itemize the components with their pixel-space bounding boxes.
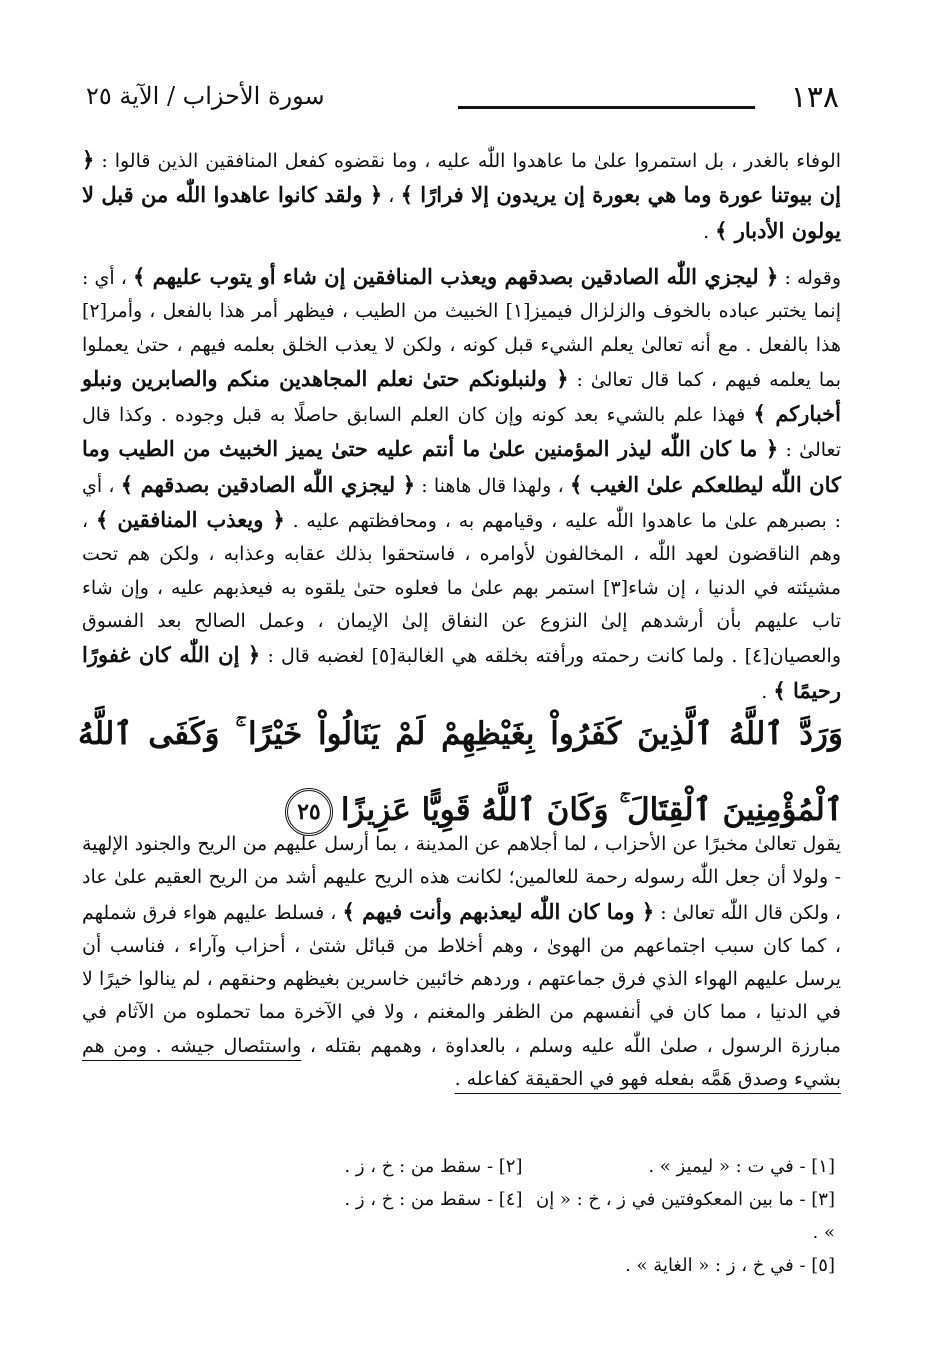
text-span: الوفاء بالغدر ، بل استمروا علىٰ ما عاهدوا اللّٰه عليه ، وما نقضوه كفعل المنافقين الذين قالوا : — [94, 150, 841, 172]
text-span: ، — [382, 185, 401, 208]
text-span: ، ولهذا قال هاهنا : — [415, 474, 570, 497]
footnote-3: [٣] - ما بين المعكوفتين في ز ، خ : « إن » . — [535, 1189, 835, 1243]
ayah-number-marker: ٢٥ — [285, 788, 333, 836]
quran-quote: ﴿ وما كان اللّٰه ليعذبهم وأنت فيهم ﴾ — [342, 898, 655, 924]
quran-quote: ﴿ ولنبلونكم حتىٰ نعلم المجاهدين منكم والصابرين ونبلو أخباركم ﴾ — [82, 365, 841, 427]
header-rule — [458, 106, 755, 109]
footnote-5: [٥] - في خ ، ز : « الغاية » . — [625, 1255, 835, 1276]
paragraph-3 — [82, 828, 841, 1096]
quran-quote: ﴿ إن بيوتنا عورة وما هي بعورة إن يريدون إلا فرارًا ﴾ — [82, 147, 841, 208]
text-span: يقول تعالىٰ مخبرًا عن الأحزاب ، لما أجلاهم عن المدينة ، بما أرسل عليهم من الريح والجنود الإلهية - ولولا أن جعل اللّٰه رسوله رحمة للعالمين؛ لكانت هذه الريح عليهم أشد من الريح العقيم علىٰ عاد ، ولكن قال اللّٰه تعالىٰ : — [82, 833, 842, 924]
page-number: ١٣٨ — [790, 80, 839, 115]
text-span: ، وهم الناقضون لعهد اللّٰه ، المخالفون لأوامره ، فاستحقوا بذلك عقابه وعذابه ، ولكن هم تحت مشيئته في الدنيا ، إن شاء[٣] استمر بهم علىٰ ما فعلوه حتىٰ يلقوه به فيعذبهم عليه ، وإن شاء تاب عليهم بأن أرشدهم إلىٰ النزوع عن النفاق إلىٰ الإيمان ، وعمل الصالح بعد الفسوق والعصيان[٤] . ولما كانت رحمته ورأفته بخلقه هي الغالبة[٥] لغضبه قال : — [82, 510, 842, 668]
text-span: ، فسلط عليهم هواء فرق شملهم ، كما كان سبب اجتماعهم من الهوىٰ ، وهم أخلاط من قبائل شتىٰ ، أحزاب وآراء ، فناسب أن يرسل عليهم الهواء الذي فرق جماعتهم ، وردهم خائبين خاسرين بغيظهم وحنقهم ، لم ينالوا خيرًا لا في الدنيا ، مما كان في أنفسهم من الظفر والمغنم ، ولا في الآخرة مما تحملوه من الآثام في مبارزة الرسول ، صلىٰ اللّٰه عليه وسلم ، بالعداوة ، وهمهم بقتله ، — [82, 901, 841, 1057]
footnote-row — [210, 1249, 835, 1282]
underlined-text: واستئصال جيشه . ومن هم بشيء وصدق هَمَّه بفعله فهو في الحقيقة كفاعله . — [82, 1034, 841, 1091]
quran-verse — [78, 696, 843, 848]
footnote-row — [210, 1183, 835, 1249]
text-span: فهذا علم بالشيء بعد كونه وإن كان العلم السابق حاصلًا به قبل وجوده . وكذا قال تعالىٰ : — [82, 404, 841, 462]
text-span: . — [761, 680, 774, 703]
text-span: ، أي : بصبرهم علىٰ ما عاهدوا اللّٰه عليه ، وقيامهم به ، ومحافظتهم عليه . — [82, 474, 842, 533]
footnote-1: [١] - في ت : « ليميز » . — [648, 1156, 835, 1177]
quran-quote: ﴿ إن اللّٰه كان غفورًا رحيمًا ﴾ — [82, 642, 841, 703]
footnotes — [210, 1150, 835, 1282]
quran-quote: ﴿ ليجزي اللّٰه الصادقين بصدقهم ﴾ — [120, 471, 415, 497]
footnote-row — [210, 1150, 835, 1183]
verse-text: وَرَدَّ ٱللَّهُ ٱلَّذِينَ كَفَرُواْ بِغَيْظِهِمْ لَمْ يَنَالُواْ خَيْرًا ۚ وَكَفَى ٱللَّهُ ٱلْمُؤْمِنِينَ ٱلْقِتَالَ ۚ وَكَانَ ٱللَّهُ قَوِيًّا عَزِيزًا — [78, 716, 843, 828]
footnote-4: [٤] - سقط من : خ ، ز . — [344, 1189, 523, 1210]
quran-quote: ﴿ ليجزي اللّٰه الصادقين بصدقهم ويعذب المنافقين إن شاء أو يتوب عليهم ﴾ — [132, 264, 779, 289]
page-header — [86, 78, 839, 118]
quran-quote: ﴿ ويعذب المنافقين ﴾ — [95, 507, 285, 533]
text-span: وقوله : — [778, 267, 841, 289]
quran-quote: ﴿ ما كان اللّٰه ليذر المؤمنين علىٰ ما أنتم عليه حتىٰ يميز الخبيث من الطيب وما كان اللّٰه ليطلعكم علىٰ الغيب ﴾ — [82, 436, 841, 497]
running-title: سورة الأحزاب / الآية ٢٥ — [86, 82, 325, 110]
text-span: ، أي : إنما يختبر عباده بالخوف والزلزال فيميز[١] الخبيث من الطيب ، فيظهر أمر هذا بالفعل ، وأمر[٢] هذا بالفعل . مع أنه تعالىٰ يعلم الشيء قبل كونه ، ولكن لا يعذب الخلق بعلمه فيهم ، حتىٰ يعملوا بما يعلمه فيهم ، كما قال تعالىٰ : — [82, 267, 841, 391]
footnote-2: [٢] - سقط من : خ ، ز . — [344, 1156, 523, 1177]
paragraph-1 — [82, 143, 841, 249]
paragraph-2 — [82, 260, 841, 709]
quran-quote: ﴿ ولقد كانوا عاهدوا اللّٰه من قبل لا يولون الأدبار ﴾ — [82, 182, 841, 243]
text-span: . — [703, 220, 716, 243]
